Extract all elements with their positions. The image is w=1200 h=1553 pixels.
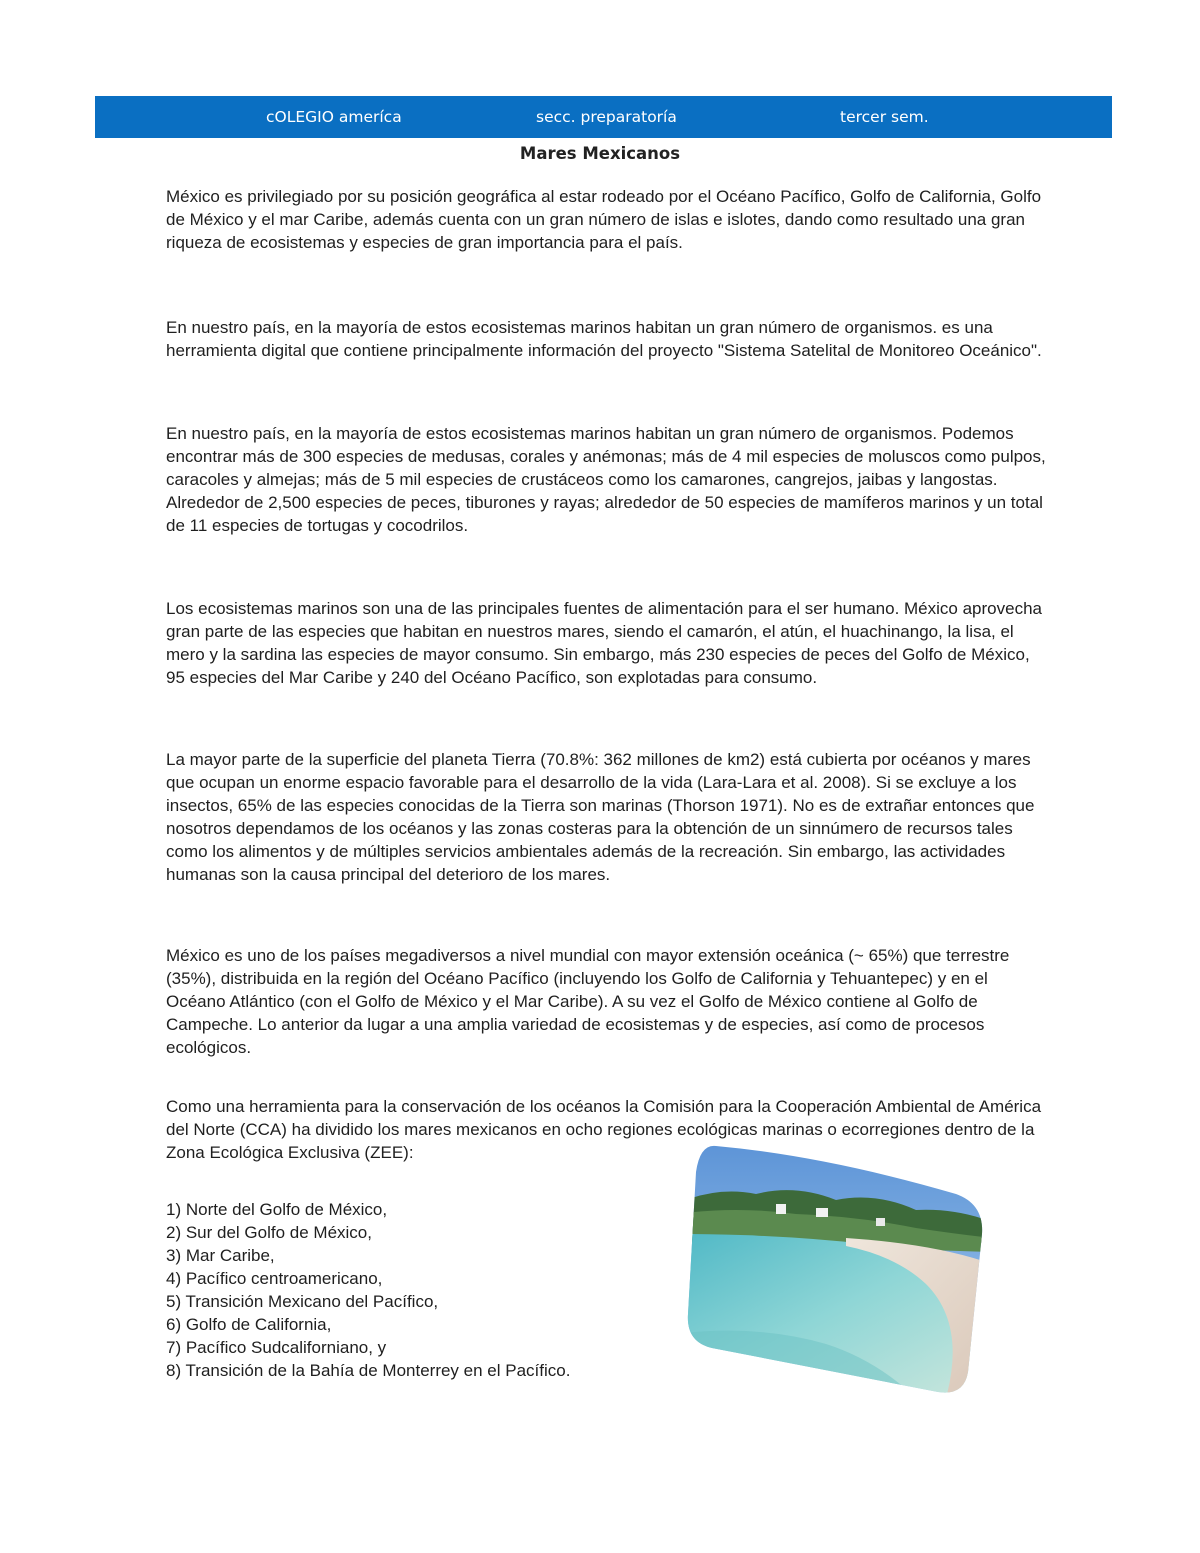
list-item: 7) Pacífico Sudcaliforniano, y bbox=[166, 1338, 387, 1357]
list-item: 6) Golfo de California, bbox=[166, 1315, 332, 1334]
list-item: 1) Norte del Golfo de México, bbox=[166, 1200, 388, 1219]
paragraph-7: Como una herramienta para la conservación de los océanos la Comisión para la Cooperación Ambiental de América del Norte (CCA) ha dividido los mares mexicanos en ocho regiones ecológicas marinas o ecorregiones dentro de la Zona Ecológica Exclusiva (ZEE): bbox=[166, 1097, 1042, 1162]
list-item: 3) Mar Caribe, bbox=[166, 1246, 275, 1265]
list-item: 4) Pacífico centroamericano, bbox=[166, 1269, 383, 1288]
header-school: cOLEGIO ameríca bbox=[266, 108, 402, 126]
paragraph-1: México es privilegiado por su posición geográfica al estar rodeado por el Océano Pacífico, Golfo de California, Golfo de México y el mar Caribe, además cuenta con un gran número de islas e islotes, dando como resultado una gran riqueza de ecosistemas y especies de gran importancia para el país. bbox=[166, 187, 1042, 252]
header-bar bbox=[95, 96, 1112, 138]
beach-photo bbox=[676, 1134, 992, 1398]
header-section: secc. preparatoría bbox=[536, 108, 677, 126]
list-item: 2) Sur del Golfo de México, bbox=[166, 1223, 372, 1242]
paragraph-4: Los ecosistemas marinos son una de las principales fuentes de alimentación para el ser humano. México aprovecha gran parte de las especies que habitan en nuestros mares, siendo el camarón, el atún, el huachinango, la lisa, el mero y la sardina las especies de mayor consumo. Sin embargo, más 230 especies de peces del Golfo de México, 95 especies del Mar Caribe y 240 del Océano Pacífico, son explotadas para consumo. bbox=[166, 599, 1042, 687]
paragraph-6: México es uno de los países megadiversos a nivel mundial con mayor extensión oceánica (~ 65%) que terrestre (35%), distribuida en la región del Océano Pacífico (incluyendo los Golfo de California y Tehuantepec) y en el Océano Atlántico (con el Golfo de México y el Mar Caribe). A su vez el Golfo de México contiene al Golfo de Campeche. Lo anterior da lugar a una amplia variedad de ecosistemas y de especies, así como de procesos ecológicos. bbox=[166, 946, 1010, 1057]
paragraph-2: En nuestro país, en la mayoría de estos ecosistemas marinos habitan un gran número de organismos. es una herramienta digital que contiene principalmente información del proyecto "Sistema Satelital de Monitoreo Oceánico". bbox=[166, 318, 1042, 360]
paragraph-5: La mayor parte de la superficie del planeta Tierra (70.8%: 362 millones de km2) está cubierta por océanos y mares que ocupan un enorme espacio favorable para el desarrollo de la vida (Lara-Lara et al. 2008). Si se excluye a los insectos, 65% de las especies conocidas de la Tierra son marinas (Thorson 1971). No es de extrañar entonces que nosotros dependamos de los océanos y las zonas costeras para la obtención de un sinnúmero de recursos tales como los alimentos y de múltiples servicios ambientales además de la recreación. Sin embargo, las actividades humanas son la causa principal del deterioro de los mares. bbox=[166, 750, 1035, 884]
list-item: 5) Transición Mexicano del Pacífico, bbox=[166, 1292, 439, 1311]
paragraph-3: En nuestro país, en la mayoría de estos ecosistemas marinos habitan un gran número de organismos. Podemos encontrar más de 300 especies de medusas, corales y anémonas; más de 4 mil especies de moluscos como pulpos, caracoles y almejas; más de 5 mil especies de crustáceos como los camarones, cangrejos, jaibas y langostas. Alrededor de 2,500 especies de peces, tiburones y rayas; alrededor de 50 especies de mamíferos marinos y un total de 11 especies de tortugas y cocodrilos. bbox=[166, 424, 1046, 535]
list-item: 8) Transición de la Bahía de Monterrey en el Pacífico. bbox=[166, 1361, 571, 1380]
regions-list bbox=[166, 1198, 686, 1382]
document-title: Mares Mexicanos bbox=[519, 144, 681, 163]
header-semester: tercer sem. bbox=[840, 108, 929, 126]
